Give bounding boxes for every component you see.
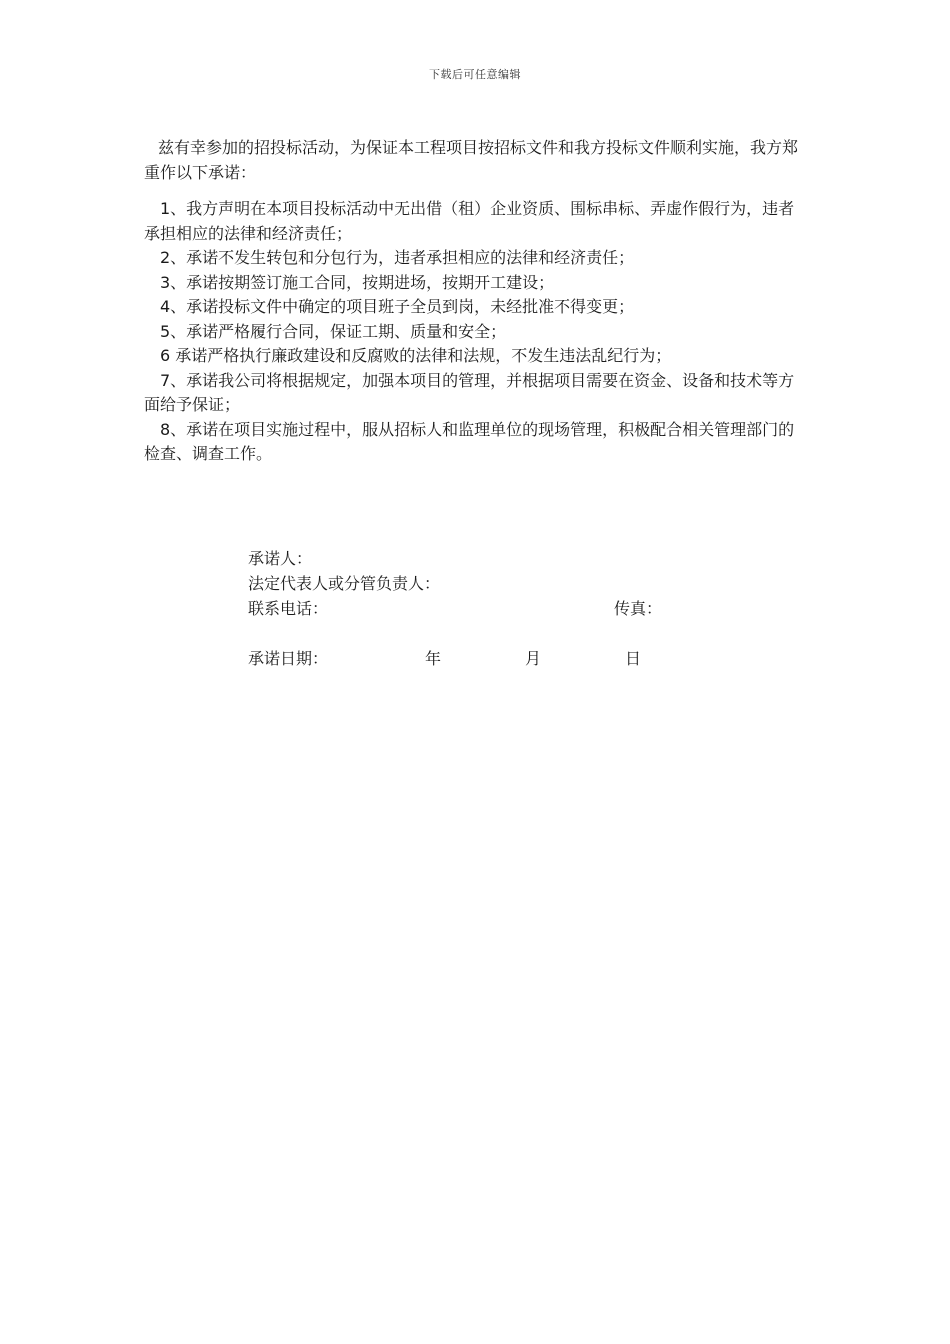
signature-block — [248, 546, 708, 671]
date-line — [248, 646, 708, 671]
commitment-item-6: 6 承诺严格执行廉政建设和反腐败的法律和法规，不发生违法乱纪行为； — [160, 346, 672, 365]
month-label: 月 — [525, 649, 542, 668]
commitment-item-7: 7、承诺我公司将根据规定，加强本项目的管理，并根据项目需要在资金、设备和技术等方面给予保证； — [144, 370, 795, 414]
header-note: 下载后可任意编辑 — [429, 68, 521, 81]
commitment-item-1: 1、我方声明在本项目投标活动中无出借（租）企业资质、围标串标、弄虚作假行为，违者承担相应的法律和经济责任； — [144, 199, 795, 243]
commitment-item-8: 8、承诺在项目实施过程中，服从招标人和监理单位的现场管理，积极配合相关管理部门的检查、调查工作。 — [144, 419, 795, 463]
promisor-label: 承诺人： — [248, 549, 313, 568]
commitment-item-2: 2、承诺不发生转包和分包行为，违者承担相应的法律和经济责任； — [160, 248, 635, 267]
year-label: 年 — [425, 649, 442, 668]
commitment-item-3: 3、承诺按期签订施工合同，按期进场，按期开工建设； — [160, 272, 555, 292]
phone-label: 联系电话： — [248, 599, 329, 618]
representative-label: 法定代表人或分管负责人： — [248, 574, 441, 593]
intro-paragraph: 兹有幸参加的招投标活动，为保证本工程项目按招标文件和我方投标文件顺利实施，我方郑重作以下承诺： — [144, 138, 799, 182]
promisor-line — [248, 546, 708, 571]
date-label: 承诺日期： — [248, 649, 329, 668]
commitment-item-5: 5、承诺严格履行合同，保证工期、质量和安全； — [160, 321, 507, 341]
representative-line — [248, 571, 708, 596]
commitment-body — [144, 136, 806, 467]
fax-label: 传真： — [614, 599, 663, 618]
contact-line — [248, 596, 708, 621]
commitment-item-4: 4、承诺投标文件中确定的项目班子全员到岗，未经批准不得变更； — [160, 297, 635, 316]
day-label: 日 — [625, 649, 642, 668]
